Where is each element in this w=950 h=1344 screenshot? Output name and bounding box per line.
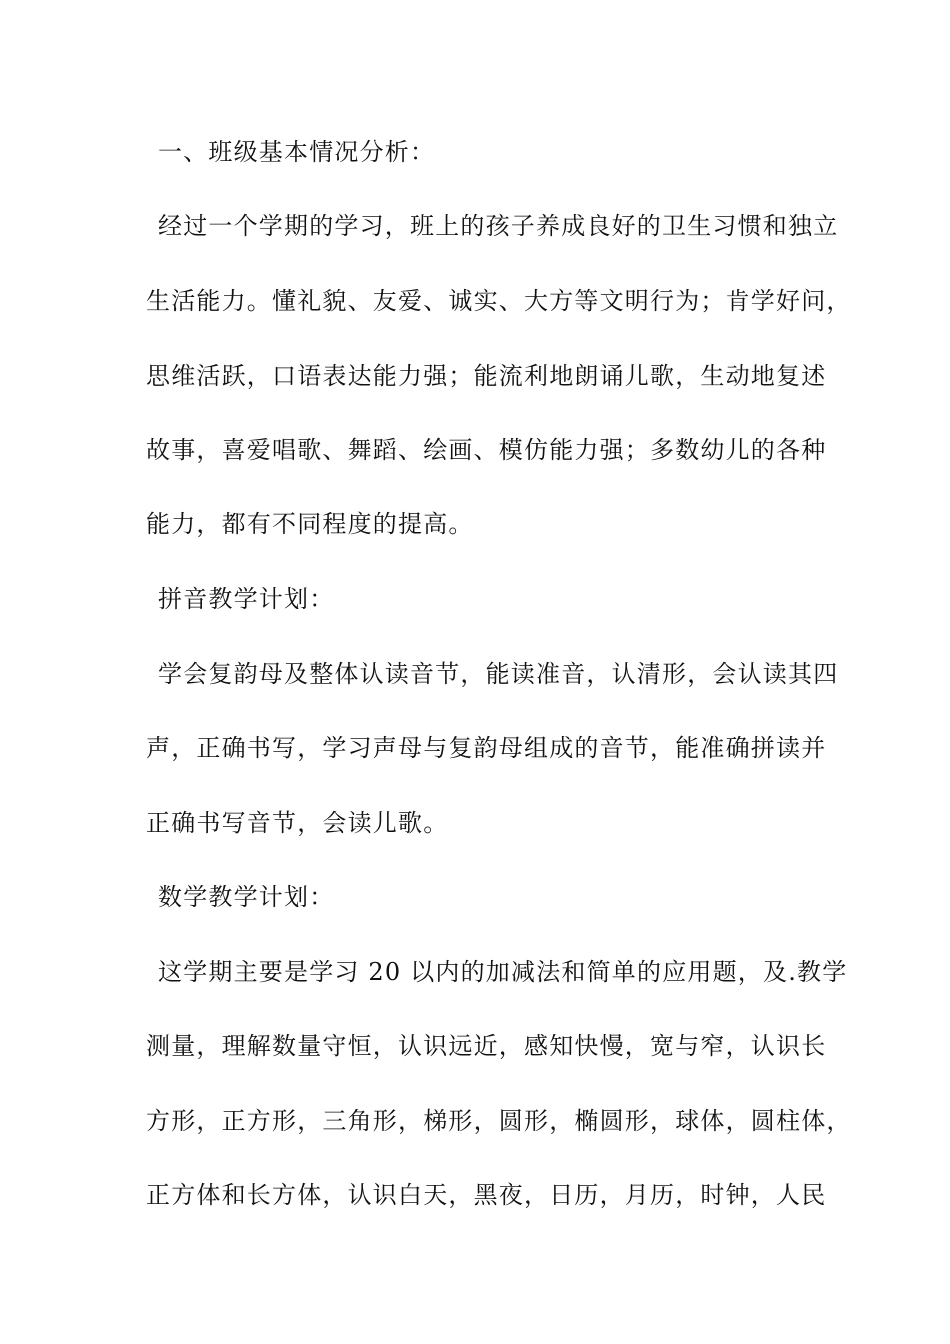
paragraph-line: 正确书写音节，会读儿歌。 (146, 809, 449, 837)
paragraph-line: 声，正确书写，学习声母与复韵母组成的音节，能准确拼读并 (146, 734, 827, 762)
paragraph-line: 正方体和长方体，认识白天，黑夜，日历，月历，时钟，人民 (146, 1181, 827, 1209)
paragraph-line: 故事，喜爱唱歌、舞蹈、绘画、模仿能力强；多数幼儿的各种 (146, 436, 827, 464)
paragraph-line: 学会复韵母及整体认读音节，能读准音，认清形，会认读其四 (158, 660, 839, 688)
paragraph-line: 测量，理解数量守恒，认识远近，感知快慢，宽与窄，认识长 (146, 1032, 827, 1060)
paragraph-line: 这学期主要是学习 20 以内的加减法和简单的应用题，及.教学 (158, 958, 848, 986)
paragraph-line: 生活能力。懂礼貌、友爱、诚实、大方等文明行为；肯学好问， (146, 287, 852, 315)
paragraph-line: 能力，都有不同程度的提高。 (146, 510, 474, 538)
section-heading-class-analysis: 一、班级基本情况分析： (158, 138, 436, 166)
section-heading-math: 数学教学计划： (158, 883, 335, 911)
paragraph-line: 思维活跃，口语表达能力强；能流利地朗诵儿歌，生动地复述 (146, 362, 827, 390)
paragraph-line: 经过一个学期的学习，班上的孩子养成良好的卫生习惯和独立 (158, 212, 839, 240)
section-heading-pinyin: 拼音教学计划： (158, 585, 335, 613)
paragraph-line: 方形，正方形，三角形，梯形，圆形，椭圆形，球体，圆柱体， (146, 1107, 852, 1135)
